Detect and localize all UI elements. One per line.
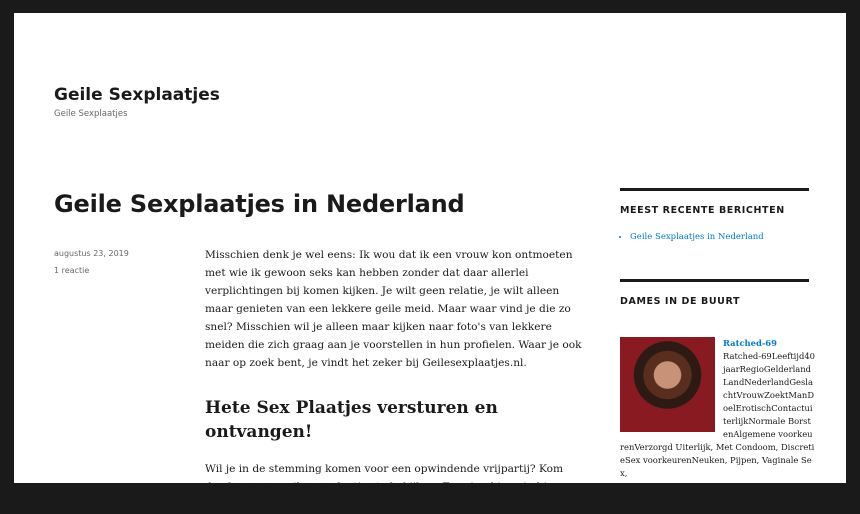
site-title[interactable]: Geile Sexplaatjes — [54, 85, 220, 105]
post-content — [205, 246, 585, 514]
post-meta — [54, 249, 129, 283]
profile-photo[interactable] — [620, 337, 715, 432]
post-paragraph: Misschien denk je wel eens: Ik wou dat ik een vrouw kon ontmoeten met wie ik gewoon seks kan hebben zonder dat daar allerlei verplichtingen bij komen kijken. Je wilt geen relatie, je wilt alleen maar genieten van een lekkere geile meid. Maar waar vind je die zo snel? Misschien wil je alleen maar kijken naar foto's van lekkere meiden die zich graag aan je voorstellen in hun profielen. Waar je ook naar op zoek bent, je vindt het zeker bij Geilesexplaatjes.nl. — [205, 249, 582, 369]
recent-posts-widget — [620, 188, 809, 242]
post-date[interactable]: augustus 23, 2019 — [54, 249, 129, 258]
dames-widget — [620, 279, 809, 307]
widget-title: DAMES IN DE BUURT — [620, 296, 741, 307]
profile-card — [620, 337, 815, 480]
post-subheading: Hete Sex Plaatjes versturen en ontvangen! — [205, 398, 498, 442]
profile-name-link[interactable]: Ratched-69 — [723, 338, 777, 348]
site-description: Geile Sexplaatjes — [54, 109, 128, 119]
recent-post-link[interactable]: Geile Sexplaatjes in Nederland — [630, 232, 764, 242]
list-item — [630, 232, 809, 242]
widget-title: MEEST RECENTE BERICHTEN — [620, 205, 785, 216]
post-paragraph: Wil je in de stemming komen voor een opwindende vrijpartij? Kom dan langs om geile sex plaatjes te bekijken. En misschien vind je ze wel zo — [205, 463, 569, 511]
post-comments-link[interactable]: 1 reactie — [54, 266, 90, 275]
recent-posts-list — [620, 232, 809, 242]
post-title: Geile Sexplaatjes in Nederland — [54, 190, 465, 218]
profile-details: Ratched-69Leeftijd40jaarRegioGelderlandLandNederlandGeslachtVrouwZoektManDoelErotischContactuiterlijkNormale BorstenAlgemene voorkeurenVerzorgd Uiterlijk, Met Condoom, DiscretieSex voorkeurenNeuken, Pijpen, Vaginale Sex, — [620, 351, 815, 478]
page — [14, 13, 846, 511]
